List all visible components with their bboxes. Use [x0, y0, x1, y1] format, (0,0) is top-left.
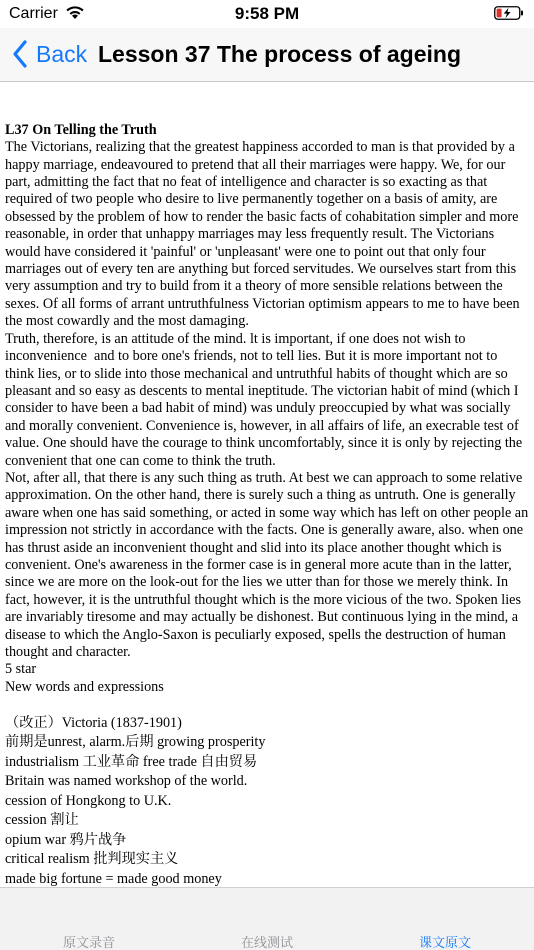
vocab-line: 前期是unrest, alarm.后期 growing prosperity	[5, 734, 266, 751]
back-label: Back	[36, 40, 88, 67]
vocab-line: cession of Hongkong to U.K.	[5, 792, 172, 809]
tab-label: 课文原文	[418, 936, 471, 950]
chevron-left-icon	[12, 40, 28, 68]
page-title: Lesson 37 The process of ageing	[98, 41, 461, 67]
vocab-line: industrialism 工业革命 free trade 自由贸易	[5, 753, 258, 770]
vocab-line: cession 割让	[5, 812, 79, 829]
vocab-line: made big fortune = made good money	[5, 870, 222, 887]
status-time: 9:58 PM	[234, 4, 300, 23]
tab-bar	[0, 887, 534, 950]
vocab-line: critical realism 批判现实主义	[5, 851, 179, 868]
tab-online-test[interactable]	[178, 888, 356, 950]
tab-audio[interactable]	[0, 888, 178, 950]
tab-label: 原文录音	[62, 936, 115, 950]
battery-charging-icon	[494, 5, 524, 21]
vocab-line: （改正）Victoria (1837-1901)	[5, 714, 182, 731]
tab-label: 在线测试	[240, 936, 293, 950]
lesson-body: The Victorians, realizing that the greatest happiness accorded to man is that provided by a happy marriage, endeavoured to pretend that all their marriages were happy. We, for our part, admitting the fact that no feat of intelligence and character is so exacting as that required of two people who desire to live permanently together on a basis of amity, are obsessed by the problem of how to render the basic facts of cohabitation simpler and more reasonable, in order that unhappy marriages may less frequently result. The Victorians would have considered it 'painful' or 'unpleasant' were one to point out that only four marriages out of every ten are anything but forced servitudes. We ourselves start from this very assumption and try to build from it a theory of more sensible relations between the sexes. Of all forms of arrant untruthfulness Victorian optimism appears to me to have been the most cowardly and the most damaging. Truth, therefore, is an attitude of the mind. lt is important, if one does not wish to inconvenience and to bore one's friends, not to tell lies. But it is more important not to think lies, or to slide into those mechanical and untruthful habits of thought which are so pleasant and so easy as descents to mental ineptitude. The victorian habit of mind (which I consider to have been a bad habit of mind) was unduly preoccupied by what was socially and morally convenient. Convenience is, however, in all affairs of life, an execrable test of value. One should have the courage to think uncomfortably, since it is only by rejecting the convenient that one can come to think the truth. Not, after all, that there is any such thing as truth. At best we can approach to some relative approximation. On the other hand, there is surely such a thing as untruth. One is generally aware when one has said something, or acted in some way which has left on other people an impression not strictly in accordance with the facts. One is generally aware, also. when one has thrust aside an inconvenient thought and slid into its place another thought which is convenient. One's awareness in the former case is in general more acute than in the latter, since we are more on the look-out for the lies we utter than for those we merely think. In fact, however, it is the untruthful thought which is the more vicious of the two. Spoken lies are invariably tiresome and may actually be dishonest. But continuous lying in the mind, a disease to which the Anglo-Saxon is peculiarly exposed, spells the destruction of human thought and character. 5 star New words and expressions	[5, 139, 529, 695]
vocab-line: Britain was named workshop of the world.	[5, 773, 248, 790]
vocab-line: opium war 鸦片战争	[5, 831, 127, 848]
status-bar	[0, 0, 534, 28]
lesson-text-view[interactable]	[0, 83, 534, 887]
tab-lesson-text[interactable]	[356, 888, 534, 950]
lesson-text	[5, 87, 529, 714]
navigation-bar	[0, 28, 534, 82]
carrier-label: Carrier	[9, 5, 58, 22]
lesson-heading: L37 On Telling the Truth	[5, 121, 157, 138]
back-button[interactable]	[12, 38, 87, 70]
